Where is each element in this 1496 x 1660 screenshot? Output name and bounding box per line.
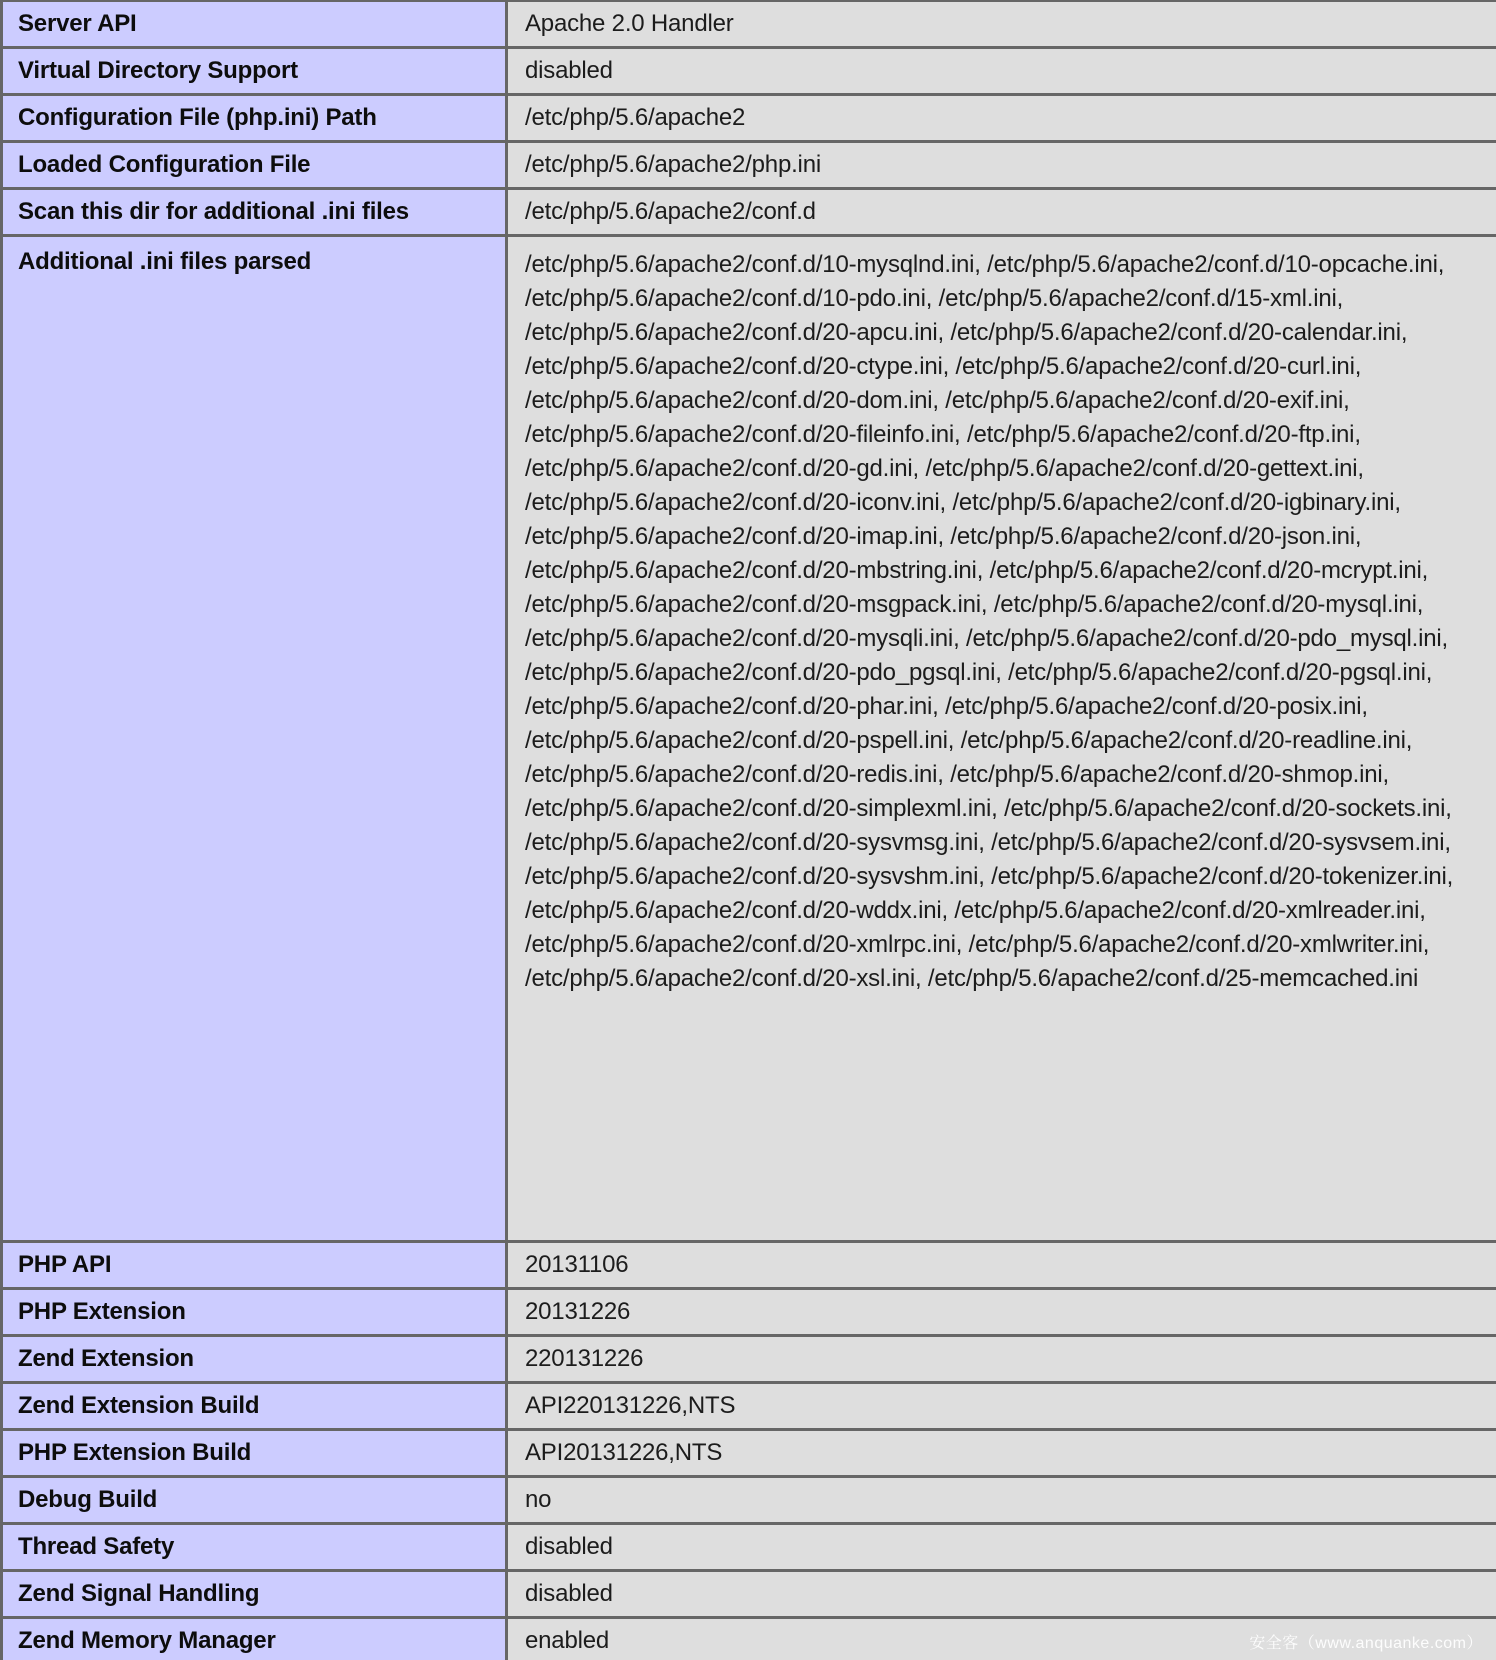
row-value: disabled (507, 1524, 1496, 1571)
row-label: Zend Memory Manager (2, 1618, 507, 1660)
row-value: no (507, 1477, 1496, 1524)
row-label: Thread Safety (2, 1524, 507, 1571)
row-value: 220131226 (507, 1336, 1496, 1383)
row-label: PHP API (2, 1242, 507, 1289)
row-value: disabled (507, 48, 1496, 95)
table-row (2, 142, 1496, 189)
row-label: Configuration File (php.ini) Path (2, 95, 507, 142)
row-label: Debug Build (2, 1477, 507, 1524)
ini-files-list: /etc/php/5.6/apache2/conf.d/10-mysqlnd.ini, /etc/php/5.6/apache2/conf.d/10-opcache.ini, /etc/php/5.6/apache2/conf.d/10-pdo.ini, /etc/php/5.6/apache2/conf.d/15-xml.ini, /etc/php/5.6/apache2/conf.d/20-apcu.ini, /etc/php/5.6/apache2/conf.d/20-calendar.ini, /etc/php/5.6/apache2/conf.d/20-ctype.ini, /etc/php/5.6/apache2/conf.d/20-curl.ini, /etc/php/5.6/apache2/conf.d/20-dom.ini, /etc/php/5.6/apache2/conf.d/20-exif.ini, /etc/php/5.6/apache2/conf.d/20-fileinfo.ini, /etc/php/5.6/apache2/conf.d/20-ftp.ini, /etc/php/5.6/apache2/conf.d/20-gd.ini, /etc/php/5.6/apache2/conf.d/20-gettext.ini, /etc/php/5.6/apache2/conf.d/20-iconv.ini, /etc/php/5.6/apache2/conf.d/20-igbinary.ini, /etc/php/5.6/apache2/conf.d/20-imap.ini, /etc/php/5.6/apache2/conf.d/20-json.ini, /etc/php/5.6/apache2/conf.d/20-mbstring.ini, /etc/php/5.6/apache2/conf.d/20-mcrypt.ini, /etc/php/5.6/apache2/conf.d/20-msgpack.ini, /etc/php/5.6/apache2/conf.d/20-mysql.ini, /etc/php/5.6/apache2/conf.d/20-mysqli.ini, /etc/php/5.6/apache2/conf.d/20-pdo_mysql.ini, /etc/php/5.6/apache2/conf.d/20-pdo_pgsql.ini, /etc/php/5.6/apache2/conf.d/20-pgsql.ini, /etc/php/5.6/apache2/conf.d/20-phar.ini, /etc/php/5.6/apache2/conf.d/20-posix.ini, /etc/php/5.6/apache2/conf.d/20-pspell.ini, /etc/php/5.6/apache2/conf.d/20-readline.ini, /etc/php/5.6/apache2/conf.d/20-redis.ini, /etc/php/5.6/apache2/conf.d/20-shmop.ini, /etc/php/5.6/apache2/conf.d/20-simplexml.ini, /etc/php/5.6/apache2/conf.d/20-sockets.ini, /etc/php/5.6/apache2/conf.d/20-sysvmsg.ini, /etc/php/5.6/apache2/conf.d/20-sysvsem.ini, /etc/php/5.6/apache2/conf.d/20-sysvshm.ini, /etc/php/5.6/apache2/conf.d/20-tokenizer.ini, /etc/php/5.6/apache2/conf.d/20-wddx.ini, /etc/php/5.6/apache2/conf.d/20-xmlreader.ini, /etc/php/5.6/apache2/conf.d/20-xmlrpc.ini, /etc/php/5.6/apache2/conf.d/20-xmlwriter.ini, /etc/php/5.6/apache2/conf.d/20-xsl.ini, /etc/php/5.6/apache2/conf.d/25-memcached.ini (525, 251, 1454, 992)
table-row (2, 1618, 1496, 1660)
table-row (2, 1289, 1496, 1336)
row-value (507, 236, 1496, 1242)
row-label: Zend Signal Handling (2, 1571, 507, 1618)
table-row (2, 1430, 1496, 1477)
row-label: PHP Extension (2, 1289, 507, 1336)
watermark: 安全客（www.anquanke.com） (1249, 1635, 1483, 1652)
row-value: disabled (507, 1571, 1496, 1618)
row-value: /etc/php/5.6/apache2 (507, 95, 1496, 142)
row-label: Additional .ini files parsed (2, 236, 507, 1242)
table-row (2, 1242, 1496, 1289)
row-value: /etc/php/5.6/apache2/conf.d (507, 189, 1496, 236)
table-row (2, 95, 1496, 142)
row-value: API20131226,NTS (507, 1430, 1496, 1477)
row-label: Zend Extension (2, 1336, 507, 1383)
row-value: Apache 2.0 Handler (507, 1, 1496, 48)
table-row (2, 189, 1496, 236)
table-row (2, 1477, 1496, 1524)
row-label: Virtual Directory Support (2, 48, 507, 95)
row-value: 20131226 (507, 1289, 1496, 1336)
table-row (2, 1, 1496, 48)
table-row (2, 1524, 1496, 1571)
table-row (2, 48, 1496, 95)
row-label: Scan this dir for additional .ini files (2, 189, 507, 236)
row-value: API220131226,NTS (507, 1383, 1496, 1430)
table-row (2, 1383, 1496, 1430)
row-value: enabled (507, 1618, 1496, 1660)
table-row (2, 1571, 1496, 1618)
table-row (2, 236, 1496, 1242)
row-label: PHP Extension Build (2, 1430, 507, 1477)
table-row (2, 1336, 1496, 1383)
row-label: Zend Extension Build (2, 1383, 507, 1430)
row-label: Loaded Configuration File (2, 142, 507, 189)
row-label: Server API (2, 1, 507, 48)
row-value: /etc/php/5.6/apache2/php.ini (507, 142, 1496, 189)
row-value: 20131106 (507, 1242, 1496, 1289)
